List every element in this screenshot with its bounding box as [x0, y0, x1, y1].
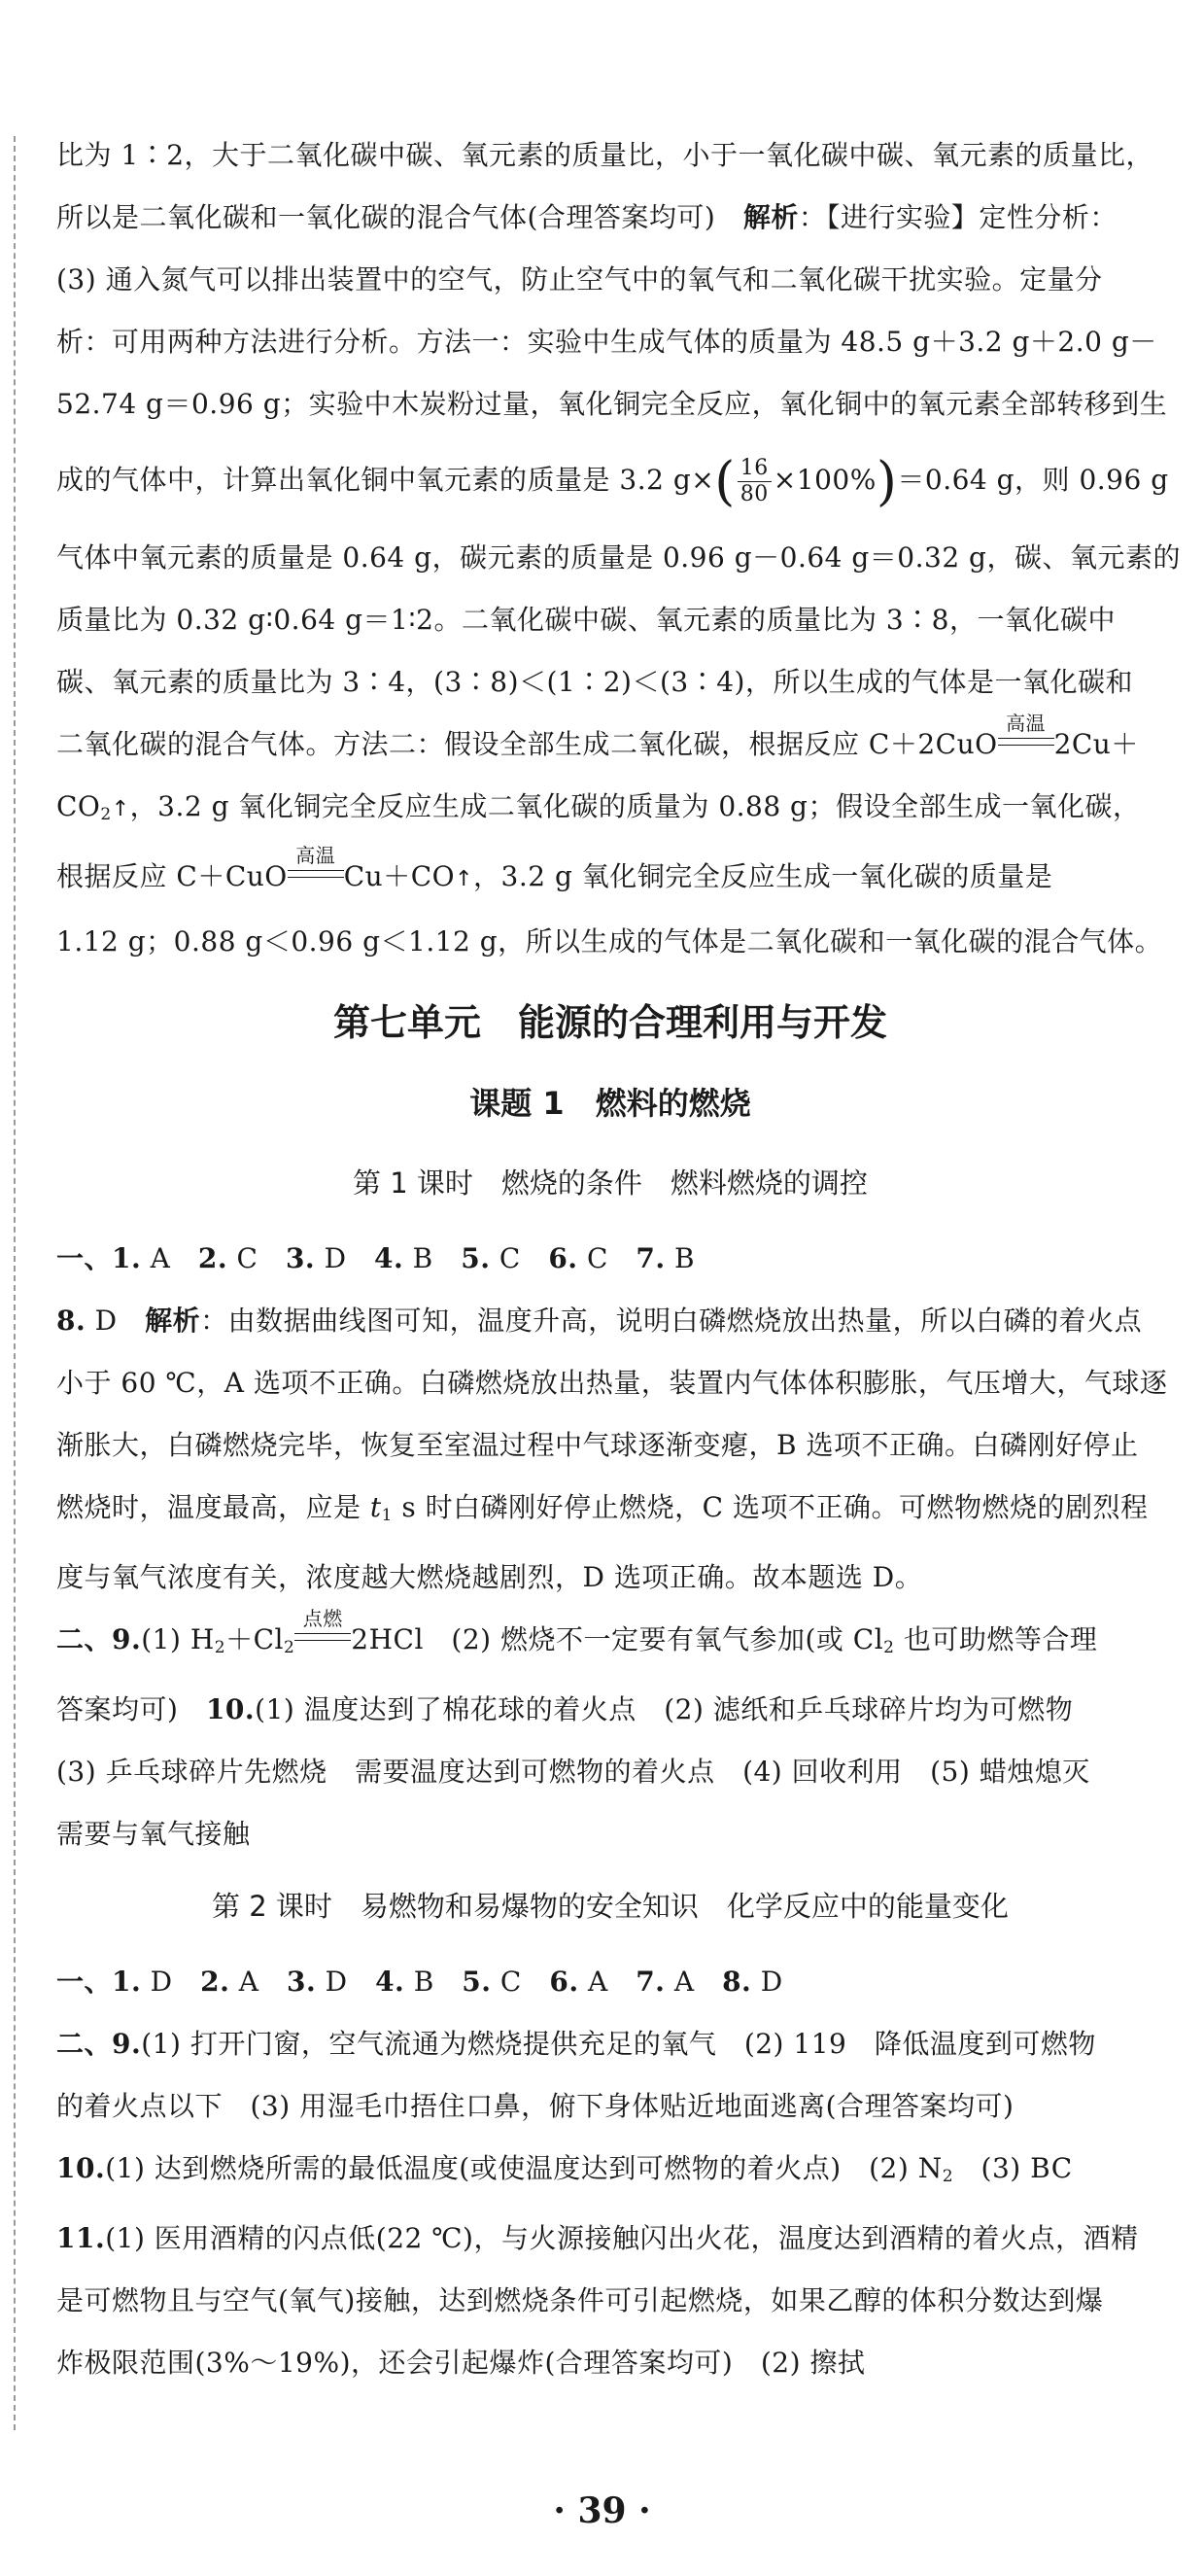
- text-span: 也可助燃等合理: [894, 1622, 1098, 1655]
- topic-heading: 课题 1 燃料的燃烧: [469, 1084, 751, 1122]
- answer-line: [56, 1228, 1164, 1290]
- text-line: [56, 2075, 1164, 2138]
- double-line: [294, 1633, 351, 1641]
- text-span: ×100%: [773, 464, 877, 496]
- text-line: [56, 651, 1164, 714]
- answer: B: [404, 1965, 463, 1998]
- text-line: [56, 2270, 1164, 2332]
- question-number: 8.: [56, 1304, 86, 1337]
- text-line: [56, 2332, 1164, 2394]
- question-number: 10.: [56, 2151, 106, 2184]
- question-number: 7.: [636, 1965, 666, 1998]
- fraction-denominator: 80: [740, 482, 769, 506]
- text-span: Cu＋CO: [343, 859, 456, 892]
- gas-arrow-icon: ↑: [455, 866, 474, 891]
- reaction-condition: [294, 1606, 351, 1649]
- subscript: 2: [100, 804, 112, 824]
- question-number: 8.: [722, 1965, 752, 1998]
- analysis-label: 解析: [145, 1304, 201, 1337]
- answer: B: [403, 1241, 462, 1274]
- text-line: [56, 311, 1164, 373]
- text-span: 气体中氧元素的质量是 0.64 g，碳元素的质量是 0.96 g－0.64 g＝0.32 g，碳、氧元素的: [56, 540, 1181, 574]
- condition-label: 高温: [1006, 711, 1047, 735]
- answer: D: [86, 1304, 146, 1337]
- answer: C: [491, 1965, 550, 1998]
- question-number: 1.: [112, 1965, 142, 1998]
- answer-line: [56, 1290, 1164, 1352]
- answer-line: [56, 2138, 1164, 2208]
- answer: D: [141, 1965, 201, 1998]
- section-marker: 二、: [56, 2027, 113, 2060]
- lesson-heading: 第 2 课时 易燃物和易爆物的安全知识 化学反应中的能量变化: [212, 1889, 1009, 1923]
- text-line: [56, 1803, 1164, 1865]
- text-span: (3) 乒乓球碎片先燃烧 需要温度达到可燃物的着火点 (4) 回收利用 (5) 蜡烛熄灭: [56, 1755, 1090, 1788]
- text-span: 燃烧时，温度最高，应是: [56, 1490, 370, 1523]
- text-span: 是可燃物且与空气(氧气)接触，达到燃烧条件可引起燃烧，如果乙醇的体积分数达到爆: [56, 2283, 1104, 2316]
- answer: B: [665, 1241, 696, 1274]
- text-span: 比为 1∶2，大于二氧化碳中碳、氧元素的质量比，小于一氧化碳中碳、氧元素的质量比，: [56, 139, 1154, 171]
- analysis-label: 解析: [742, 201, 799, 233]
- answer: C: [227, 1241, 286, 1274]
- reaction-condition: [288, 843, 344, 886]
- text-span: (1) 温度达到了棉花球的着火点 (2) 滤纸和乒乓球碎片均为可燃物: [255, 1692, 1074, 1725]
- text-span: 度与氧气浓度有关，浓度越大燃烧越剧烈，D 选项正确。故本题选 D。: [56, 1560, 923, 1593]
- gas-arrow-icon: ↑: [111, 796, 130, 821]
- section-marker: 二、: [56, 1622, 113, 1655]
- question-number: 4.: [375, 1965, 405, 1998]
- text-span: 成的气体中，计算出氧化铜中氧元素的质量是 3.2 g×: [56, 464, 715, 496]
- question-number: 3.: [285, 1241, 316, 1274]
- question-number: 5.: [461, 1241, 491, 1274]
- text-span: 二氧化碳的混合气体。方法二：假设全部生成二氧化碳，根据反应 C＋2CuO: [56, 727, 998, 760]
- double-line: [998, 738, 1054, 746]
- section-marker: 一、: [56, 1965, 113, 1998]
- text-span: 炸极限范围(3%～19%)，还会引起爆炸(合理答案均可) (2) 擦拭: [56, 2346, 866, 2379]
- left-paren: (: [714, 450, 736, 512]
- reaction-condition: [998, 711, 1054, 753]
- text-span: 质量比为 0.32 g∶0.64 g＝1∶2。二氧化碳中碳、氧元素的质量比为 3∶8，一氧化碳中: [56, 603, 1116, 636]
- question-number: 2.: [197, 1241, 228, 1274]
- text-line: [56, 187, 1164, 249]
- answer: A: [578, 1965, 636, 1998]
- equation-line: [56, 843, 1164, 911]
- text-line: [56, 1477, 1164, 1547]
- text-span: 碳、氧元素的质量比为 3∶4，(3∶8)＜(1∶2)＜(3∶4)，所以生成的气体是一氧化碳和: [56, 665, 1133, 698]
- text-line: [56, 1741, 1164, 1803]
- question-number: 11.: [56, 2221, 106, 2254]
- text-line: [56, 1414, 1164, 1477]
- unit-heading: 第七单元 能源的合理利用与开发: [332, 1000, 887, 1044]
- section-marker: 一、: [56, 1241, 113, 1274]
- text-span: 52.74 g＝0.96 g；实验中木炭粉过量，氧化铜完全反应，氧化铜中的氧元素全部转移到生: [56, 388, 1168, 420]
- text-line: [56, 1547, 1164, 1609]
- subscript: 2: [214, 1637, 226, 1657]
- text-line: [56, 1352, 1168, 1414]
- variable: t: [369, 1490, 382, 1523]
- text-span: ：【进行实验】定性分析：: [798, 201, 1118, 233]
- question-number: 6.: [549, 1965, 579, 1998]
- answer: C: [577, 1241, 636, 1274]
- answer-line: [56, 1679, 1164, 1741]
- text-span: 析：可用两种方法进行分析。方法一：实验中生成气体的质量为 48.5 g＋3.2 g＋2.0 g－: [56, 326, 1157, 358]
- question-number: 6.: [548, 1241, 578, 1274]
- text-span: 渐胀大，白磷燃烧完毕，恢复至室温过程中气球逐渐变瘪，B 选项不正确。白磷刚好停止: [56, 1428, 1139, 1461]
- text-span: ＋Cl: [225, 1622, 284, 1655]
- text-span: 的着火点以下 (3) 用湿毛巾捂住口鼻，俯下身体贴近地面逃离(合理答案均可): [56, 2089, 1015, 2122]
- fraction-numerator: 16: [738, 456, 772, 482]
- condition-label: 点燃: [302, 1606, 343, 1630]
- text-span: 所以是二氧化碳和一氧化碳的混合气体(合理答案均可): [56, 201, 743, 233]
- answer-line: [56, 2208, 1164, 2270]
- question-number: 2.: [200, 1965, 230, 1998]
- lesson-heading: 第 1 课时 燃烧的条件 燃料燃烧的调控: [353, 1166, 868, 1200]
- equation-line: [56, 1606, 1164, 1679]
- answer-line: [56, 2013, 1164, 2075]
- page-content: [56, 124, 1181, 2394]
- page-number: · 39 ·: [553, 2490, 651, 2531]
- text-span: s 时白磷刚好停止燃烧，C 选项不正确。可燃物燃烧的剧烈程: [393, 1490, 1149, 1523]
- answer: C: [490, 1241, 549, 1274]
- text-span: 根据反应 C＋CuO: [56, 859, 288, 892]
- answer: A: [229, 1965, 287, 1998]
- question-number: 10.: [205, 1692, 256, 1725]
- question-number: 9.: [112, 2027, 142, 2060]
- condition-label: 高温: [295, 843, 336, 867]
- text-span: 答案均可): [56, 1692, 206, 1725]
- text-span: ：由数据曲线图可知，温度升高，说明白磷燃烧放出热量，所以白磷的着火点: [200, 1304, 1143, 1337]
- fraction-line: [56, 435, 1169, 527]
- answer-line: [56, 1951, 1164, 2013]
- subscript: 2: [883, 1637, 895, 1657]
- text-line: [56, 124, 1164, 187]
- question-number: 5.: [462, 1965, 492, 1998]
- subscript: 2: [942, 2166, 954, 2186]
- text-span: ＝0.64 g，则 0.96 g: [897, 464, 1169, 496]
- answer: D: [315, 1241, 375, 1274]
- text-span: (3) 通入氮气可以排出装置中的空气，防止空气中的氧气和二氧化碳干扰实验。定量分: [56, 263, 1103, 296]
- subscript: 1: [381, 1505, 393, 1525]
- text-span: 小于 60 ℃，A 选项不正确。白磷燃烧放出热量，装置内气体体积膨胀，气压增大，气球逐: [56, 1366, 1168, 1399]
- text-line: [56, 527, 1181, 589]
- text-span: ，3.2 g 氧化铜完全反应生成二氧化碳的质量为 0.88 g；假设全部生成一氧化碳，: [129, 789, 1141, 822]
- text-span: (1) 达到燃烧所需的最低温度(或使温度达到可燃物的着火点) (2) N: [105, 2151, 943, 2184]
- double-line: [288, 870, 344, 878]
- question-number: 9.: [112, 1622, 142, 1655]
- binding-dashed-line: [14, 136, 16, 2430]
- text-line: [56, 911, 1164, 973]
- question-number: 4.: [374, 1241, 404, 1274]
- subscript: 2: [283, 1637, 295, 1657]
- text-span: 需要与氧气接触: [56, 1817, 251, 1850]
- answer: D: [751, 1965, 783, 1998]
- equation-line: [56, 711, 1164, 776]
- text-line: [56, 776, 1164, 846]
- answer: D: [316, 1965, 376, 1998]
- text-line: [56, 589, 1164, 651]
- question-number: 7.: [636, 1241, 666, 1274]
- right-paren: ): [876, 450, 898, 512]
- text-span: (1) 医用酒精的闪点低(22 ℃)，与火源接触闪出火花，温度达到酒精的着火点，酒精: [105, 2221, 1139, 2254]
- answer: A: [141, 1241, 198, 1274]
- text-span: (3) BC: [953, 2151, 1073, 2184]
- text-span: (1) 打开门窗，空气流通为燃烧提供充足的氧气 (2) 119 降低温度到可燃物: [141, 2027, 1096, 2060]
- text-span: CO: [56, 789, 101, 822]
- text-span: ，3.2 g 氧化铜完全反应生成一氧化碳的质量是: [473, 859, 1053, 892]
- question-number: 1.: [112, 1241, 142, 1274]
- question-number: 3.: [286, 1965, 317, 1998]
- answer: A: [665, 1965, 723, 1998]
- text-span: 2HCl (2) 燃烧不一定要有氧气参加(或 Cl: [351, 1622, 884, 1655]
- text-span: (1) H: [141, 1622, 215, 1655]
- text-span: 2Cu＋: [1053, 727, 1139, 760]
- text-span: 1.12 g；0.88 g＜0.96 g＜1.12 g，所以生成的气体是二氧化碳和一氧化碳的混合气体。: [56, 924, 1163, 957]
- fraction: [738, 456, 772, 507]
- text-line: [56, 373, 1168, 435]
- text-line: [56, 249, 1164, 311]
